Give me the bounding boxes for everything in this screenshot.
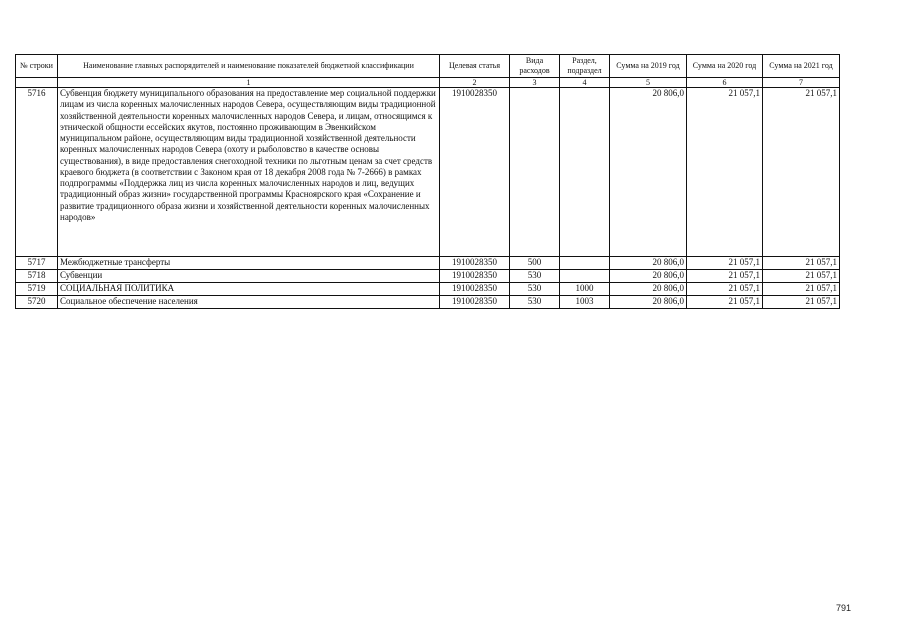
row-sum-2019: 20 806,0 bbox=[610, 88, 687, 257]
row-target-article: 1910028350 bbox=[440, 270, 510, 283]
header-target-article: Целевая статья bbox=[440, 55, 510, 78]
column-number: 5 bbox=[610, 78, 687, 88]
row-sum-2019: 20 806,0 bbox=[610, 270, 687, 283]
row-name: Социальное обеспечение населения bbox=[58, 296, 440, 309]
table-row bbox=[16, 296, 840, 309]
row-sum-2020: 21 057,1 bbox=[687, 257, 763, 270]
row-number: 5716 bbox=[16, 88, 58, 257]
row-name: Субвенции bbox=[58, 270, 440, 283]
column-number bbox=[16, 78, 58, 88]
header-expense-type: Вида расходов bbox=[510, 55, 560, 78]
header-row bbox=[16, 55, 840, 78]
header-sum-2020: Сумма на 2020 год bbox=[687, 55, 763, 78]
header-name: Наименование главных распорядителей и наименование показателей бюджетной классификации bbox=[58, 55, 440, 78]
table-row bbox=[16, 283, 840, 296]
row-sum-2020: 21 057,1 bbox=[687, 88, 763, 257]
row-sum-2019: 20 806,0 bbox=[610, 283, 687, 296]
table-row bbox=[16, 257, 840, 270]
row-sum-2019: 20 806,0 bbox=[610, 257, 687, 270]
column-number: 4 bbox=[560, 78, 610, 88]
table-row bbox=[16, 270, 840, 283]
row-sum-2021: 21 057,1 bbox=[763, 270, 840, 283]
row-sum-2019: 20 806,0 bbox=[610, 296, 687, 309]
row-target-article: 1910028350 bbox=[440, 296, 510, 309]
row-sum-2020: 21 057,1 bbox=[687, 296, 763, 309]
column-number: 3 bbox=[510, 78, 560, 88]
page-number: 791 bbox=[836, 603, 852, 613]
row-sum-2020: 21 057,1 bbox=[687, 283, 763, 296]
row-expense-type: 530 bbox=[510, 283, 560, 296]
row-number: 5720 bbox=[16, 296, 58, 309]
row-name: Субвенция бюджету муниципального образования на предоставление мер социальной поддержки лицам из числа коренных малочисленных народов Севера, осуществляющим виды традиционной хозяйственной деятельности коренных малочисленных народов Севера, и лицам, относящимся к этнической общности ессейских якутов, постоянно проживающим в Эвенкийском муниципальном районе, осуществляющим виды традиционной хозяйственной деятельности коренных малочисленных народов Севера (охоту и рыболовство в качестве основы существования), в виде предоставления снегоходной техники по льготным ценам за счет средств краевого бюджета (в соответствии с Законом края от 18 декабря 2008 года № 7-2666) в рамках подпрограммы «Поддержка лиц из числа коренных малочисленных народов и лиц, ведущих традиционный образ жизни» государственной программы Красноярского края «Сохранение и развитие традиционного образа жизни и хозяйственной деятельности коренных малочисленных народов» bbox=[58, 88, 440, 257]
row-section bbox=[560, 270, 610, 283]
row-section bbox=[560, 88, 610, 257]
row-number: 5719 bbox=[16, 283, 58, 296]
row-target-article: 1910028350 bbox=[440, 283, 510, 296]
row-expense-type: 500 bbox=[510, 257, 560, 270]
budget-table bbox=[15, 54, 840, 309]
header-sum-2021: Сумма на 2021 год bbox=[763, 55, 840, 78]
row-sum-2021: 21 057,1 bbox=[763, 88, 840, 257]
column-number: 6 bbox=[687, 78, 763, 88]
column-number-row bbox=[16, 78, 840, 88]
header-row-number: № строки bbox=[16, 55, 58, 78]
row-expense-type: 530 bbox=[510, 296, 560, 309]
row-number: 5718 bbox=[16, 270, 58, 283]
row-section bbox=[560, 257, 610, 270]
row-section: 1000 bbox=[560, 283, 610, 296]
column-number: 1 bbox=[58, 78, 440, 88]
table-row bbox=[16, 88, 840, 257]
column-number: 2 bbox=[440, 78, 510, 88]
header-sum-2019: Сумма на 2019 год bbox=[610, 55, 687, 78]
row-sum-2021: 21 057,1 bbox=[763, 283, 840, 296]
row-number: 5717 bbox=[16, 257, 58, 270]
row-target-article: 1910028350 bbox=[440, 257, 510, 270]
row-name: СОЦИАЛЬНАЯ ПОЛИТИКА bbox=[58, 283, 440, 296]
row-section: 1003 bbox=[560, 296, 610, 309]
row-sum-2021: 21 057,1 bbox=[763, 257, 840, 270]
row-name: Межбюджетные трансферты bbox=[58, 257, 440, 270]
row-expense-type: 530 bbox=[510, 270, 560, 283]
row-expense-type bbox=[510, 88, 560, 257]
row-sum-2020: 21 057,1 bbox=[687, 270, 763, 283]
column-number: 7 bbox=[763, 78, 840, 88]
row-target-article: 1910028350 bbox=[440, 88, 510, 257]
row-sum-2021: 21 057,1 bbox=[763, 296, 840, 309]
header-section: Раздел, подраздел bbox=[560, 55, 610, 78]
